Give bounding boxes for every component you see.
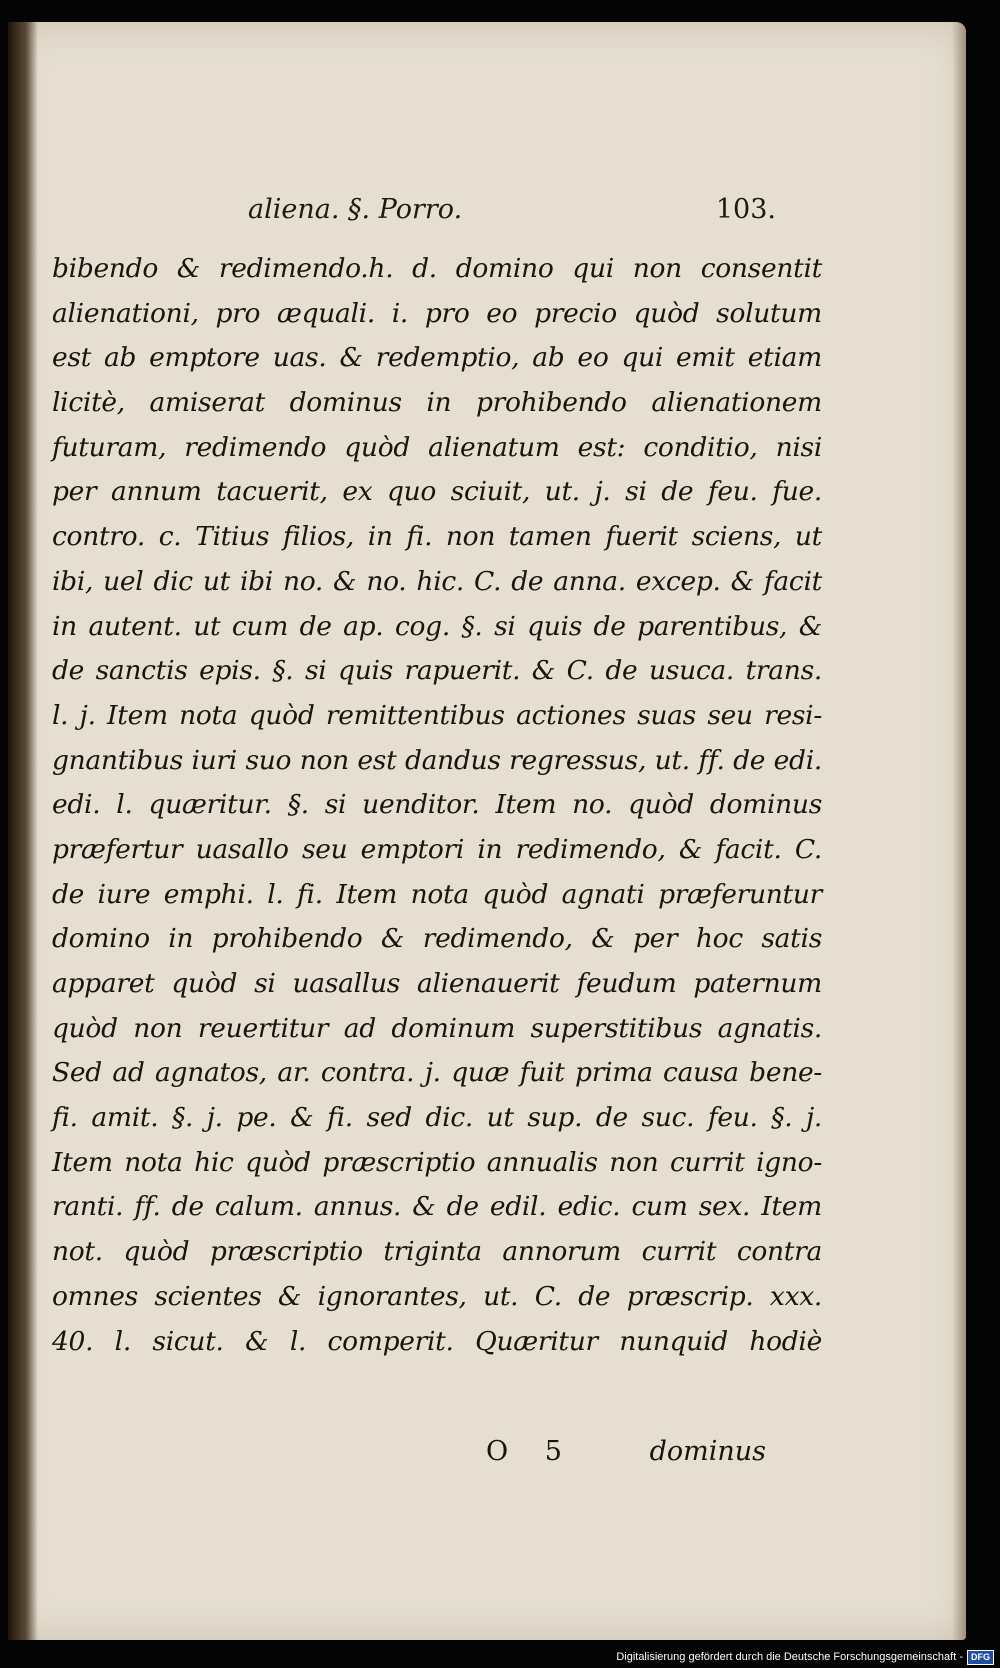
text-line: contro. c. Titius filios, in fi. non tamen fuerit sciens, ut xyxy=(52,521,822,553)
text-line: licitè, amiserat dominus in prohibendo alienationem xyxy=(52,387,822,419)
running-head xyxy=(8,190,966,230)
credit-text: Digitalisierung gefördert durch die Deutsche Forschungsgemeinschaft - xyxy=(616,1651,963,1663)
page-number: 103. xyxy=(715,194,776,225)
signature-mark: O 5 xyxy=(486,1436,576,1467)
signature-row xyxy=(8,1434,966,1474)
text-line: bibendo & redimendo.h. d. domino qui non consentit xyxy=(52,253,822,284)
text-line: apparet quòd si uasallus alienauerit feudum paternum xyxy=(52,968,822,999)
text-line: Item nota hic quòd præscriptio annualis non currit igno- xyxy=(52,1146,822,1178)
text-line: futuram, redimendo quòd alienatum est: conditio, nisi xyxy=(52,431,822,463)
text-line: fi. amit. §. j. pe. & fi. sed dic. ut sup. de suc. feu. §. j. xyxy=(52,1102,822,1134)
text-line: est ab emptore uas. & redemptio, ab eo qui emit etiam xyxy=(52,342,822,374)
text-line: præfertur uasallo seu emptori in redimendo, & facit. C. xyxy=(52,833,822,865)
dfg-logo: DFG xyxy=(967,1650,994,1665)
text-line: ranti. ff. de calum. annus. & de edil. edic. cum sex. Item xyxy=(52,1191,822,1223)
digitization-credit xyxy=(616,1648,994,1666)
text-line: de sanctis epis. §. si quis rapuerit. & C. de usuca. trans. xyxy=(52,655,822,687)
text-line: l. j. Item nota quòd remittentibus actiones suas seu resi- xyxy=(52,699,822,731)
text-line: Sed ad agnatos, ar. contra. j. quæ fuit prima causa bene- xyxy=(52,1057,822,1089)
text-line: 40. l. sicut. & l. comperit. Quæritur nunquid hodiè xyxy=(52,1325,822,1357)
book-page xyxy=(8,22,966,1640)
text-line: gnantibus iuri suo non est dandus regressus, ut. ff. de edi. xyxy=(52,744,822,776)
page-edge xyxy=(952,22,966,1640)
page-gutter-shadow xyxy=(8,22,38,1640)
text-line: domino in prohibendo & redimendo, & per hoc satis xyxy=(52,923,822,955)
text-line: ibi, uel dic ut ibi no. & no. hic. C. de anna. excep. & facit xyxy=(52,565,822,597)
text-line: not. quòd præscriptio triginta annorum currit contra xyxy=(52,1236,822,1268)
catchword: dominus xyxy=(649,1436,766,1467)
text-line: quòd non reuertitur ad dominum superstitibus agnatis. xyxy=(52,1012,822,1044)
body-text xyxy=(52,247,822,1364)
running-head-title: aliena. §. Porro. xyxy=(248,194,463,225)
text-line: in autent. ut cum de ap. cog. §. si quis de parentibus, & xyxy=(52,610,822,642)
text-line: alienationi, pro æquali. i. pro eo precio quòd solutum xyxy=(52,297,822,329)
text-line: per annum tacuerit, ex quo sciuit, ut. j. si de feu. fue. xyxy=(52,476,822,508)
text-line: de iure emphi. l. fi. Item nota quòd agnati præferuntur xyxy=(52,878,822,910)
text-line: edi. l. quæritur. §. si uenditor. Item no. quòd dominus xyxy=(52,789,822,821)
text-line: omnes scientes & ignorantes, ut. C. de præscrip. xxx. xyxy=(52,1280,822,1312)
